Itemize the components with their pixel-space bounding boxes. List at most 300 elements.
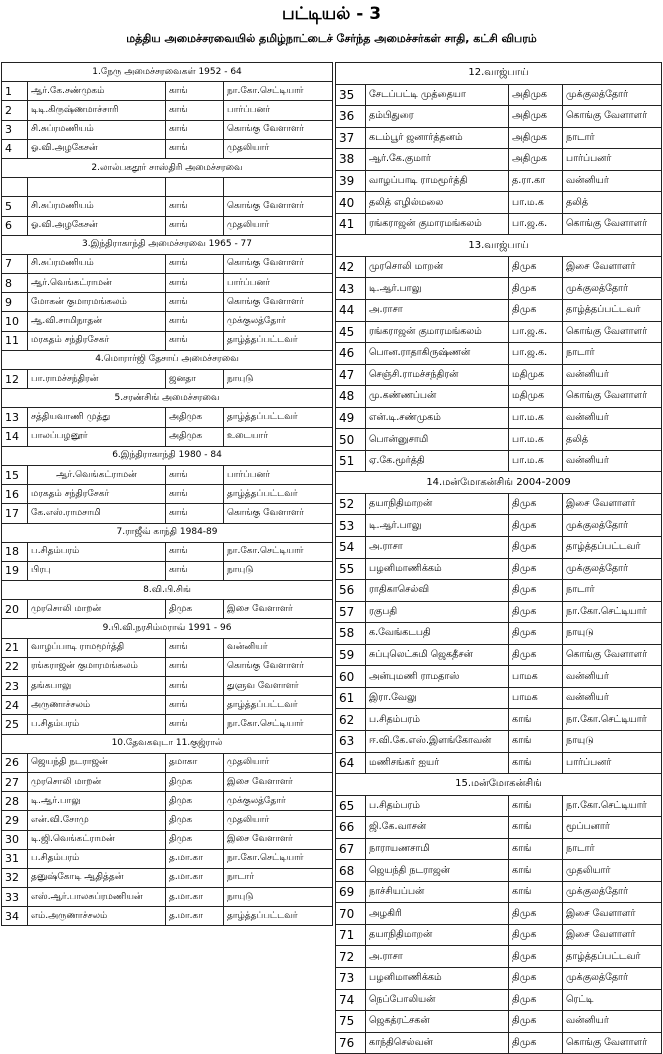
caste-cell: பார்ப்பனர் [224,101,333,120]
caste-cell: தலித் [563,192,662,214]
caste-cell: கொங்கு வேளாளர் [224,120,333,139]
table-row [336,924,662,946]
table-row [2,888,333,907]
caste-cell: வன்னியர் [563,1011,662,1033]
caste-cell: மூப்பனார் [563,817,662,839]
caste-cell: முக்குலத்தோர் [563,84,662,106]
table-row [2,830,333,849]
minister-name-cell: ஜெயந்தி நடராஜன் [28,753,166,772]
row-number-cell: 36 [336,106,366,128]
table-row [2,868,333,887]
row-number-cell: 26 [2,753,28,772]
section-title: 6.இந்திராகாந்தி 1980 - 84 [2,446,333,465]
minister-name-cell: தம்பிதுரை [366,106,509,128]
party-cell: திமுக [509,644,563,666]
table-row [2,542,333,561]
row-number-cell: 31 [2,849,28,868]
party-cell: மதிமுக [509,386,563,408]
table-row [2,120,333,139]
row-number-cell: 61 [336,687,366,709]
caste-cell: தலித் [563,429,662,451]
caste-cell: நா.கோ.செட்டியார் [224,715,333,734]
table-row [336,192,662,214]
table-row [336,170,662,192]
minister-name-cell: ஓ.வி.அழகேசன் [28,139,166,158]
party-cell: திமுக [509,300,563,322]
party-cell: திமுக [166,772,224,791]
minister-name-cell: ஈ.வி.கே.எஸ்.இளங்கோவன் [366,730,509,752]
section-title: 4.மொரார்ஜி தேசாய் அமைச்சரவை [2,350,333,369]
table-row [336,623,662,645]
minister-name-cell: டிடி.கிருஷ்ணமாச்சாரி [28,101,166,120]
row-number-cell: 34 [2,907,28,926]
minister-name-cell: தயாநிதிமாறன் [366,493,509,515]
party-cell: காங் [166,561,224,580]
row-number-cell: 2 [2,101,28,120]
minister-name-cell: சி.சுப்ரமணியம் [28,120,166,139]
minister-name-cell: என்.டி.சண்முகம் [366,407,509,429]
table-row [2,753,333,772]
row-number-cell: 74 [336,989,366,1011]
minister-name-cell: ப.சிதம்பரம் [366,795,509,817]
section-header-row [2,446,333,465]
minister-name-cell: மோகன் குமாரமங்கலம் [28,293,166,312]
table-row [336,300,662,322]
table-row [336,860,662,882]
table-row [336,644,662,666]
row-number-cell: 3 [2,120,28,139]
row-number-cell: 68 [336,860,366,882]
minister-name-cell: ஆர்.கே.சண்முகம் [28,82,166,101]
row-number-cell: 10 [2,312,28,331]
caste-cell: கொங்கு வேளாளர் [224,657,333,676]
section-title: 2.லால்பகதூர் சாஸ்திரி அமைச்சரவை [2,158,333,177]
caste-cell: முக்குலத்தோர் [563,515,662,537]
minister-name-cell: பொன.ராதாகிருஷ்ணன் [366,343,509,365]
minister-name-cell: அ.ராசா [366,946,509,968]
minister-name-cell: முரசொலி மாறன் [28,600,166,619]
table-row [336,515,662,537]
caste-cell: இசை வேளாளர் [563,903,662,925]
party-cell: அதிமுக [509,127,563,149]
row-number-cell: 69 [336,881,366,903]
party-cell: காங் [509,752,563,774]
section-header-row [336,774,662,796]
row-number-cell: 44 [336,300,366,322]
table-row [2,178,333,197]
party-cell: திமுக [509,989,563,1011]
party-cell: த.மா.கா [166,868,224,887]
table-row [2,293,333,312]
table-row [336,84,662,106]
minister-name-cell: பாலப்பழனூர் [28,427,166,446]
row-number-cell: 54 [336,537,366,559]
table-row [336,106,662,128]
minister-name-cell: வாழப்பாடி ராமமூர்த்தி [28,638,166,657]
section-title: 10.தேவகவுடா 11.குஜ்ரால் [2,734,333,753]
minister-name-cell: ரங்கராஜன் குமாரமங்கலம் [28,657,166,676]
section-title: 12.வாஜ்பாய் [336,63,662,85]
table-row [336,817,662,839]
row-number-cell: 72 [336,946,366,968]
section-title: 8.வி.பி.சிங் [2,581,333,600]
minister-name-cell: சி.சுப்ரமணியம் [28,254,166,273]
party-cell: திமுக [509,515,563,537]
party-cell: காங் [509,860,563,882]
caste-cell: முக்குலத்தோர் [224,312,333,331]
party-cell: மதிமுக [509,364,563,386]
caste-cell: பார்ப்பனர் [563,752,662,774]
minister-name-cell: ஆ.வி.சாமிநாதன் [28,312,166,331]
party-cell: காங் [166,274,224,293]
row-number-cell: 56 [336,580,366,602]
minister-name-cell: கே.எஸ்.ராமசாமி [28,504,166,523]
table-row [336,795,662,817]
table-row [2,657,333,676]
caste-cell: நாயுடு [224,561,333,580]
caste-cell: முக்குலத்தோர் [563,881,662,903]
caste-cell: கொங்கு வேளாளர் [224,293,333,312]
table-row [2,274,333,293]
section-title: 7.ராஜீவ் காந்தி 1984-89 [2,523,333,542]
caste-cell: முதலியார் [224,753,333,772]
caste-cell: நாடார் [563,127,662,149]
caste-cell: முதலியார் [224,139,333,158]
caste-cell: நா.கோ.செட்டியார் [563,709,662,731]
party-cell: காங் [509,730,563,752]
party-cell: காங் [166,120,224,139]
section-header-row [2,158,333,177]
row-number-cell: 13 [2,408,28,427]
row-number-cell: 28 [2,792,28,811]
row-number-cell: 1 [2,82,28,101]
minister-name-cell: பிரபு [28,561,166,580]
party-cell: பா.ம.க [509,407,563,429]
caste-cell: வன்னியர் [563,450,662,472]
party-cell: காங் [509,795,563,817]
caste-cell: நாடார் [563,343,662,365]
minister-name-cell: சுப்புலெட்சுமி ஜெகதீசன் [366,644,509,666]
caste-cell: முக்குலத்தோர் [563,558,662,580]
page-title: பட்டியல் - 3 [281,4,382,24]
row-number-cell: 5 [2,197,28,216]
caste-cell: ரெட்டி [563,989,662,1011]
table-row [336,1011,662,1033]
minister-name-cell: அ.ராசா [366,300,509,322]
table-row [336,1032,662,1054]
party-cell: திமுக [509,903,563,925]
minister-name-cell: ஏ.கே.மூர்த்தி [366,450,509,472]
party-cell: திமுக [509,1011,563,1033]
ministers-table-right [335,62,662,1054]
table-row [336,989,662,1011]
party-cell: திமுக [509,580,563,602]
party-cell: காங் [166,197,224,216]
party-cell: அதிமுக [166,408,224,427]
table-row [336,364,662,386]
party-cell: காங் [509,881,563,903]
table-row [336,666,662,688]
row-number-cell: 64 [336,752,366,774]
minister-name-cell: அழகிரி [366,903,509,925]
party-cell: காங் [166,657,224,676]
caste-cell: இசை வேளாளர் [563,256,662,278]
row-number-cell: 53 [336,515,366,537]
party-cell: திமுக [166,830,224,849]
caste-cell: நா.கோ.செட்டியார் [563,795,662,817]
section-title: 14.மன்மோகன்சிங் 2004-2009 [336,472,662,494]
caste-cell: தாழ்த்தப்பட்டவர் [563,946,662,968]
table-row [2,101,333,120]
party-cell: திமுக [509,967,563,989]
caste-cell: நாயுடு [224,370,333,389]
minister-name-cell: ஓ.வி.அழகேசன் [28,216,166,235]
caste-cell: வன்னியர் [563,364,662,386]
table-row [336,450,662,472]
row-number-cell: 33 [2,888,28,907]
caste-cell: நாயுடு [563,730,662,752]
table-row [336,709,662,731]
minister-name-cell: பழனிமாணிக்கம் [366,967,509,989]
caste-cell: வன்னியர் [224,638,333,657]
party-cell: காங் [166,293,224,312]
minister-name-cell: ஆர்.வெங்கட்ராமன் [28,465,166,484]
party-cell: திமுக [509,256,563,278]
party-cell: காங் [166,312,224,331]
table-row [336,946,662,968]
row-number-cell: 38 [336,149,366,171]
party-cell: காங் [166,465,224,484]
party-cell: காங் [166,331,224,350]
section-header-row [2,619,333,638]
caste-cell: பார்ப்பனர் [224,274,333,293]
minister-name-cell: மு.கண்ணப்பன் [366,386,509,408]
row-number-cell: 70 [336,903,366,925]
party-cell: திமுக [509,623,563,645]
row-number-cell: 18 [2,542,28,561]
caste-cell: நாயுடு [563,623,662,645]
section-header-row [2,235,333,254]
minister-name-cell: தயாநிதிமாறன் [366,924,509,946]
party-cell: பா.ம.க [509,450,563,472]
row-number-cell: 41 [336,213,366,235]
caste-cell: பார்ப்பனர் [563,149,662,171]
table-row [2,139,333,158]
table-row [336,127,662,149]
row-number-cell: 4 [2,139,28,158]
row-number-cell: 29 [2,811,28,830]
minister-name-cell: இரா.வேலு [366,687,509,709]
section-header-row [336,235,662,257]
row-number-cell: 20 [2,600,28,619]
row-number-cell: 27 [2,772,28,791]
table-row [336,149,662,171]
caste-cell: இசை வேளாளர் [563,924,662,946]
table-row [2,408,333,427]
minister-name-cell: நாராயணசாமி [366,838,509,860]
row-number-cell: 65 [336,795,366,817]
party-cell: அதிமுக [166,427,224,446]
table-row [336,601,662,623]
minister-name-cell: கடம்பூர் ஜனார்த்தனம் [366,127,509,149]
caste-cell: நாடார் [563,838,662,860]
row-number-cell: 40 [336,192,366,214]
minister-name-cell: ப.சிதம்பரம் [28,849,166,868]
table-row [2,811,333,830]
minister-name-cell: ப.சிதம்பரம் [28,715,166,734]
party-cell: காங் [166,504,224,523]
row-number-cell: 22 [2,657,28,676]
table-row [336,407,662,429]
table-row [2,561,333,580]
caste-cell: வன்னியர் [563,170,662,192]
caste-cell: நாயுடு [224,888,333,907]
party-cell: திமுக [166,811,224,830]
table-row [336,321,662,343]
row-number-cell: 51 [336,450,366,472]
minister-name-cell: பா.ராமச்சந்திரன் [28,370,166,389]
minister-name-cell: என்.வி.சோமு [28,811,166,830]
minister-name-cell: மரகதம் சந்திரசேகர் [28,331,166,350]
minister-name-cell: டி.ஜி.வெங்கட்ராமன் [28,830,166,849]
row-number-cell [2,178,28,197]
table-row [336,558,662,580]
caste-cell [224,178,333,197]
table-row [2,254,333,273]
minister-name-cell: சத்தியவாணி முத்து [28,408,166,427]
caste-cell: நா.கோ.செட்டியார் [563,601,662,623]
section-title: 3.இந்திராகாந்தி அமைச்சரவை 1965 - 77 [2,235,333,254]
table-row [2,504,333,523]
table-row [336,580,662,602]
table-row [336,429,662,451]
caste-cell: கொங்கு வேளாளர் [563,106,662,128]
party-cell: காங் [166,542,224,561]
row-number-cell: 52 [336,493,366,515]
caste-cell: தாழ்த்தப்பட்டவர் [224,485,333,504]
caste-cell: வன்னியர் [563,687,662,709]
row-number-cell: 12 [2,370,28,389]
row-number-cell: 11 [2,331,28,350]
caste-cell: நாடார் [224,868,333,887]
caste-cell: முக்குலத்தோர் [563,278,662,300]
party-cell: பாமக [509,687,563,709]
row-number-cell: 24 [2,696,28,715]
table-row [336,278,662,300]
caste-cell: தாழ்த்தப்பட்டவர் [563,537,662,559]
minister-name-cell: எஸ்.ஆர்.பாலசுப்ரமணியன் [28,888,166,907]
minister-name-cell: செஞ்சி.ராமச்சந்திரன் [366,364,509,386]
row-number-cell: 73 [336,967,366,989]
party-cell: காங் [166,101,224,120]
ministers-table-left [1,62,333,926]
row-number-cell: 14 [2,427,28,446]
party-cell: பா.ஜ.க. [509,343,563,365]
table-row [2,638,333,657]
minister-name-cell: ஜெயந்தி நடராஜன் [366,860,509,882]
caste-cell: முதலியார் [224,811,333,830]
row-number-cell: 9 [2,293,28,312]
party-cell: காங் [509,838,563,860]
row-number-cell: 47 [336,364,366,386]
party-cell: காங் [166,139,224,158]
table-row [2,197,333,216]
minister-name-cell: அருணாச்சலம் [28,696,166,715]
row-number-cell: 15 [2,465,28,484]
caste-cell: கொங்கு வேளாளர் [563,644,662,666]
minister-name-cell: அன்புமணி ராமதாஸ் [366,666,509,688]
table-row [2,772,333,791]
row-number-cell: 23 [2,677,28,696]
minister-name-cell: ரகுபதி [366,601,509,623]
minister-name-cell: ரங்கராஜன் குமாரமங்கலம் [366,213,509,235]
caste-cell: இசை வேளாளர் [224,830,333,849]
caste-cell: கொங்கு வேளாளர் [563,1032,662,1054]
table-row [336,730,662,752]
party-cell: காங் [166,82,224,101]
row-number-cell: 16 [2,485,28,504]
party-cell: காங் [509,817,563,839]
table-row [2,677,333,696]
row-number-cell: 60 [336,666,366,688]
row-number-cell: 42 [336,256,366,278]
caste-cell: இசை வேளாளர் [224,772,333,791]
table-row [336,903,662,925]
party-cell: திமுக [509,558,563,580]
party-cell: பா.ம.க [509,429,563,451]
row-number-cell: 19 [2,561,28,580]
party-cell: ஜனதா [166,370,224,389]
row-number-cell: 50 [336,429,366,451]
caste-cell: முக்குலத்தோர் [563,967,662,989]
caste-cell: தாழ்த்தப்பட்டவர் [224,331,333,350]
caste-cell: கொங்கு வேளாளர் [563,213,662,235]
caste-cell: நாடார் [563,580,662,602]
caste-cell: முதலியார் [224,216,333,235]
minister-name-cell: தலித் எழில்மலை [366,192,509,214]
row-number-cell: 62 [336,709,366,731]
minister-name-cell: டி.ஆர்.பாலு [366,515,509,537]
row-number-cell: 7 [2,254,28,273]
party-cell: திமுக [509,278,563,300]
party-cell: காங் [166,638,224,657]
table-row [336,752,662,774]
party-cell: காங் [166,254,224,273]
minister-name-cell: எம்.அருணாச்சலம் [28,907,166,926]
row-number-cell: 21 [2,638,28,657]
table-row [2,715,333,734]
caste-cell: தாழ்த்தப்பட்டவர் [224,696,333,715]
row-number-cell: 32 [2,868,28,887]
section-header-row [2,350,333,369]
party-cell: பாமக [509,666,563,688]
table-row [336,687,662,709]
caste-cell: நா.கோ.செட்டியார் [224,82,333,101]
row-number-cell: 71 [336,924,366,946]
table-row [2,465,333,484]
row-number-cell: 30 [2,830,28,849]
row-number-cell: 57 [336,601,366,623]
party-cell [166,178,224,197]
minister-name-cell: டி.ஆர்.பாலு [366,278,509,300]
party-cell: த.ரா.கா [509,170,563,192]
caste-cell: வன்னியர் [563,666,662,688]
party-cell: பா.ஜ.க. [509,213,563,235]
party-cell: திமுக [166,792,224,811]
minister-name-cell: முரசொலி மாறன் [28,772,166,791]
party-cell: அதிமுக [509,149,563,171]
row-number-cell: 58 [336,623,366,645]
